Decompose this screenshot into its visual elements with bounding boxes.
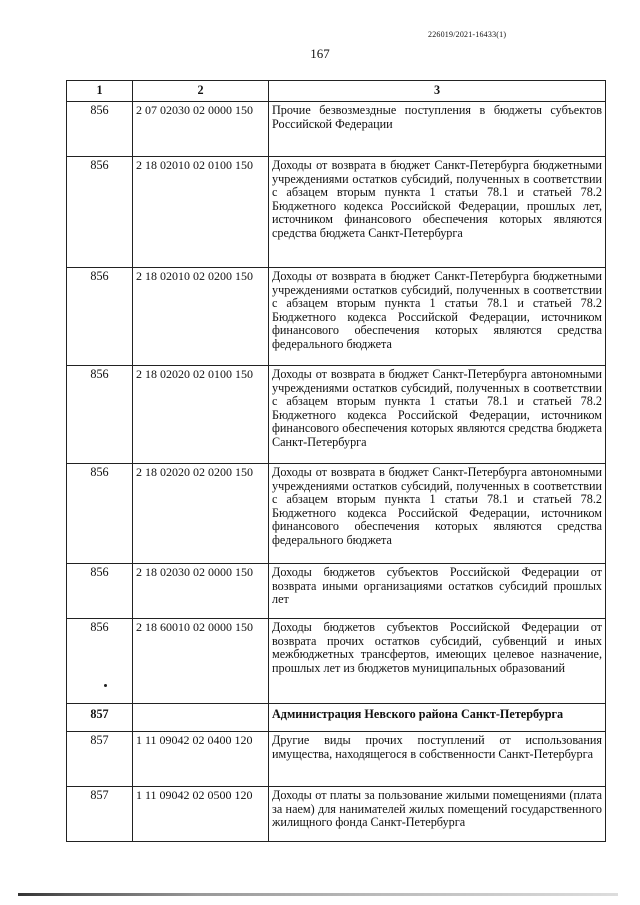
- admin-code-cell: 857: [67, 704, 133, 732]
- admin-code-cell: 856: [67, 564, 133, 619]
- revenue-code-cell: 2 07 02030 02 0000 150: [133, 102, 269, 157]
- description-cell: Доходы от платы за пользование жилыми помещениями (плата за наем) для нанимателей жилых помещений государственного жилищного фонда Санкт-Петербурга: [269, 787, 606, 842]
- revenue-code-cell: 1 11 09042 02 0500 120: [133, 787, 269, 842]
- description-cell: Доходы от возврата в бюджет Санкт-Петербурга автономными учреждениями остатков субсидий, полученных в соответствии с абзацем вторым пункта 1 статьи 78.1 и статьей 78.2 Бюджетного кодекса Российской Федерации, источником финансового обеспечения которых являются средства федерального бюджета: [269, 464, 606, 564]
- revenue-code-cell: 2 18 02010 02 0200 150: [133, 268, 269, 366]
- column-header: 1: [67, 81, 133, 102]
- administrator-name-cell: Администрация Невского района Санкт-Петербурга: [269, 704, 606, 732]
- table-row: [67, 102, 606, 157]
- admin-code-cell: 857: [67, 787, 133, 842]
- column-header: 2: [133, 81, 269, 102]
- admin-code-cell: 856: [67, 464, 133, 564]
- description-cell: Доходы бюджетов субъектов Российской Федерации от возврата иными организациями остатков субсидий прошлых лет: [269, 564, 606, 619]
- table-header-row: [67, 81, 606, 102]
- description-cell: Другие виды прочих поступлений от использования имущества, находящегося в собственности Санкт-Петербурга: [269, 732, 606, 787]
- revenue-code-cell: 2 18 02030 02 0000 150: [133, 564, 269, 619]
- table-row: [67, 619, 606, 704]
- revenue-code-cell: 2 18 60010 02 0000 150: [133, 619, 269, 704]
- document-id: 226019/2021-16433(1): [428, 30, 507, 39]
- admin-code-cell: 856: [67, 157, 133, 268]
- description-cell: Прочие безвозмездные поступления в бюджеты субъектов Российской Федерации: [269, 102, 606, 157]
- table-row: [67, 268, 606, 366]
- table-row: [67, 157, 606, 268]
- admin-code-cell: 856: [67, 619, 133, 704]
- revenue-code-cell: [133, 704, 269, 732]
- revenue-table: [66, 80, 606, 842]
- table-row: [67, 464, 606, 564]
- admin-code-cell: 857: [67, 732, 133, 787]
- table-row: [67, 564, 606, 619]
- revenue-code-cell: 2 18 02020 02 0200 150: [133, 464, 269, 564]
- administrator-header-row: [67, 704, 606, 732]
- description-cell: Доходы от возврата в бюджет Санкт-Петербурга автономными учреждениями остатков субсидий, полученных в соответствии с абзацем вторым пункта 1 статьи 78.1 и статьей 78.2 Бюджетного кодекса Российской Федерации, источником финансового обеспечения которых являются средства бюджета Санкт-Петербурга: [269, 366, 606, 464]
- description-cell: Доходы бюджетов субъектов Российской Федерации от возврата прочих остатков субсидий, субвенций и иных межбюджетных трансфертов, имеющих целевое назначение, прошлых лет из бюджетов муниципальных образований: [269, 619, 606, 704]
- admin-code-cell: 856: [67, 102, 133, 157]
- admin-code-cell: 856: [67, 268, 133, 366]
- column-header: 3: [269, 81, 606, 102]
- revenue-code-cell: 2 18 02020 02 0100 150: [133, 366, 269, 464]
- revenue-code-cell: 2 18 02010 02 0100 150: [133, 157, 269, 268]
- scan-speck: [104, 684, 107, 687]
- description-cell: Доходы от возврата в бюджет Санкт-Петербурга бюджетными учреждениями остатков субсидий, полученных в соответствии с абзацем вторым пункта 1 статьи 78.1 и статьей 78.2 Бюджетного кодекса Российской Федерации, источником финансового обеспечения которых являются средства федерального бюджета: [269, 268, 606, 366]
- revenue-code-cell: 1 11 09042 02 0400 120: [133, 732, 269, 787]
- table-row: [67, 732, 606, 787]
- admin-code-cell: 856: [67, 366, 133, 464]
- table-row: [67, 787, 606, 842]
- table-row: [67, 366, 606, 464]
- page-number: 167: [310, 46, 330, 61]
- description-cell: Доходы от возврата в бюджет Санкт-Петербурга бюджетными учреждениями остатков субсидий, полученных в соответствии с абзацем вторым пункта 1 статьи 78.1 и статьей 78.2 Бюджетного кодекса Российской Федерации, прошлых лет, источником финансового обеспечения которых являются средства бюджета Санкт-Петербурга: [269, 157, 606, 268]
- scan-edge-line: [18, 893, 618, 896]
